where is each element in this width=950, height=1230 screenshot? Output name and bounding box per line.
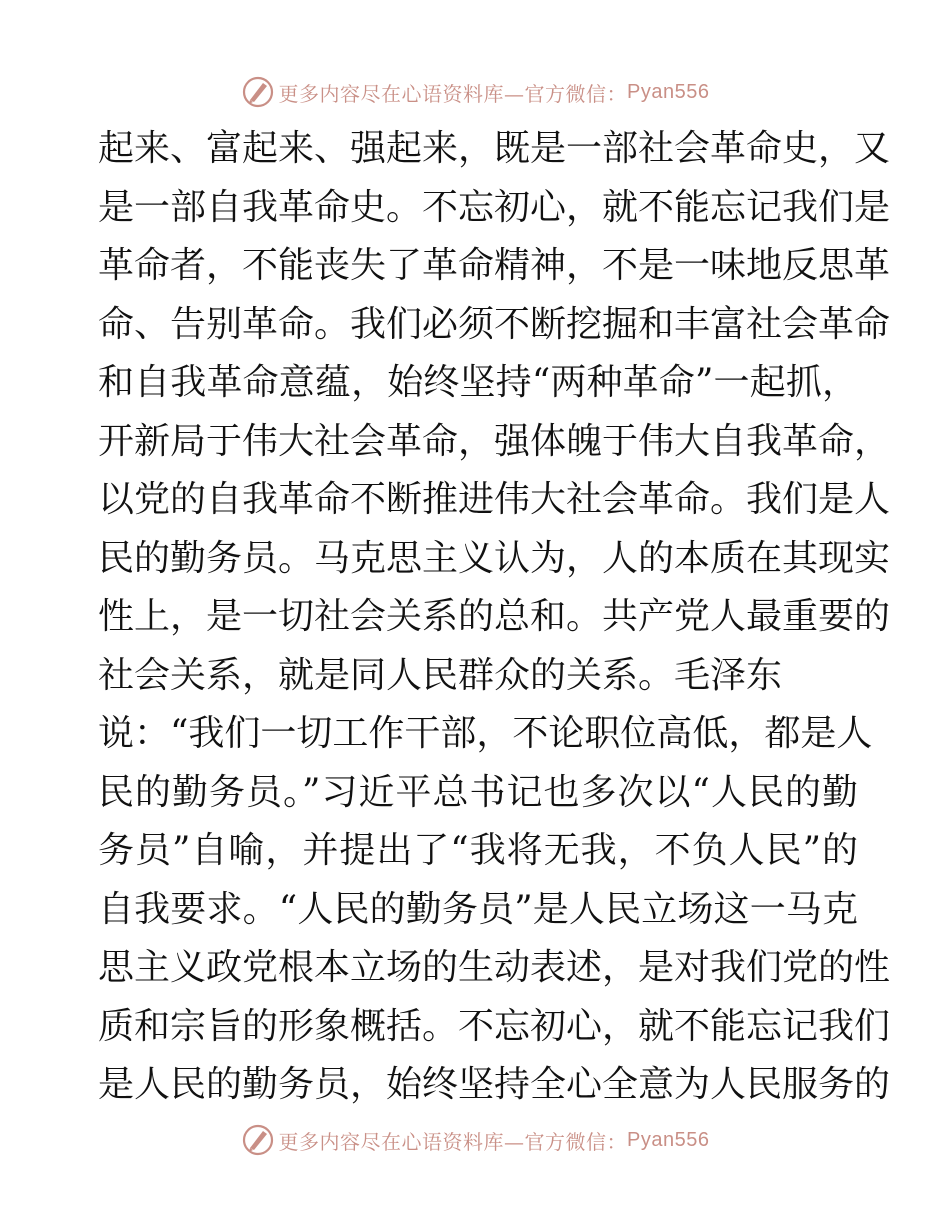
footer-watermark: [0, 1120, 950, 1160]
header-watermark: [0, 72, 950, 112]
body-line: 民的勤务员。马克思主义认为，人的本质在其现实: [98, 537, 891, 579]
body-line: 开新局于伟大社会革命，强体魄于伟大自我革命，: [98, 420, 891, 462]
footer-watermark-id: Pyan556: [627, 1128, 710, 1151]
body-line: 革命者，不能丧失了革命精神，不是一味地反思革: [98, 245, 891, 286]
body-line: 自我要求。“人民的勤务员”是人民立场这一马克: [98, 888, 858, 930]
body-line: 思主义政党根本立场的生动表述，是对我们党的性: [98, 947, 891, 988]
body-line: 命、告别革命。我们必须不断挖掘和丰富社会革命: [98, 303, 891, 345]
body-line: 起来、富起来、强起来，既是一部社会革命史，又: [98, 128, 891, 169]
body-line: 说：“我们一切工作干部，不论职位高低，都是人: [98, 713, 873, 754]
header-watermark-text: 更多内容尽在心语资料库—官方微信：: [278, 81, 628, 106]
body-line: 民的勤务员。”习近平总书记也多次以“人民的勤: [98, 771, 858, 813]
pen-logo-icon: [241, 75, 275, 109]
body-line: 和自我革命意蕴，始终坚持“两种革命”一起抓，: [98, 362, 858, 403]
body-line: 务员”自喻，并提出了“我将无我，不负人民”的: [98, 830, 858, 871]
footer-watermark-text: 更多内容尽在心语资料库—官方微信：: [278, 1129, 628, 1154]
body-line: 社会关系，就是同人民群众的关系。毛泽东: [98, 654, 783, 696]
body-line: 性上，是一切社会关系的总和。共产党人最重要的: [98, 596, 891, 637]
header-watermark-id: Pyan556: [627, 80, 710, 103]
pen-logo-icon: [241, 1123, 275, 1157]
body-line: 是人民的勤务员，始终坚持全心全意为人民服务的: [98, 1064, 891, 1105]
body-line: 是一部自我革命史。不忘初心，就不能忘记我们是: [98, 186, 891, 228]
body-line: 质和宗旨的形象概括。不忘初心，就不能忘记我们: [98, 1005, 891, 1047]
body-line: 以党的自我革命不断推进伟大社会革命。我们是人: [98, 479, 891, 520]
document-body: [98, 120, 891, 1115]
